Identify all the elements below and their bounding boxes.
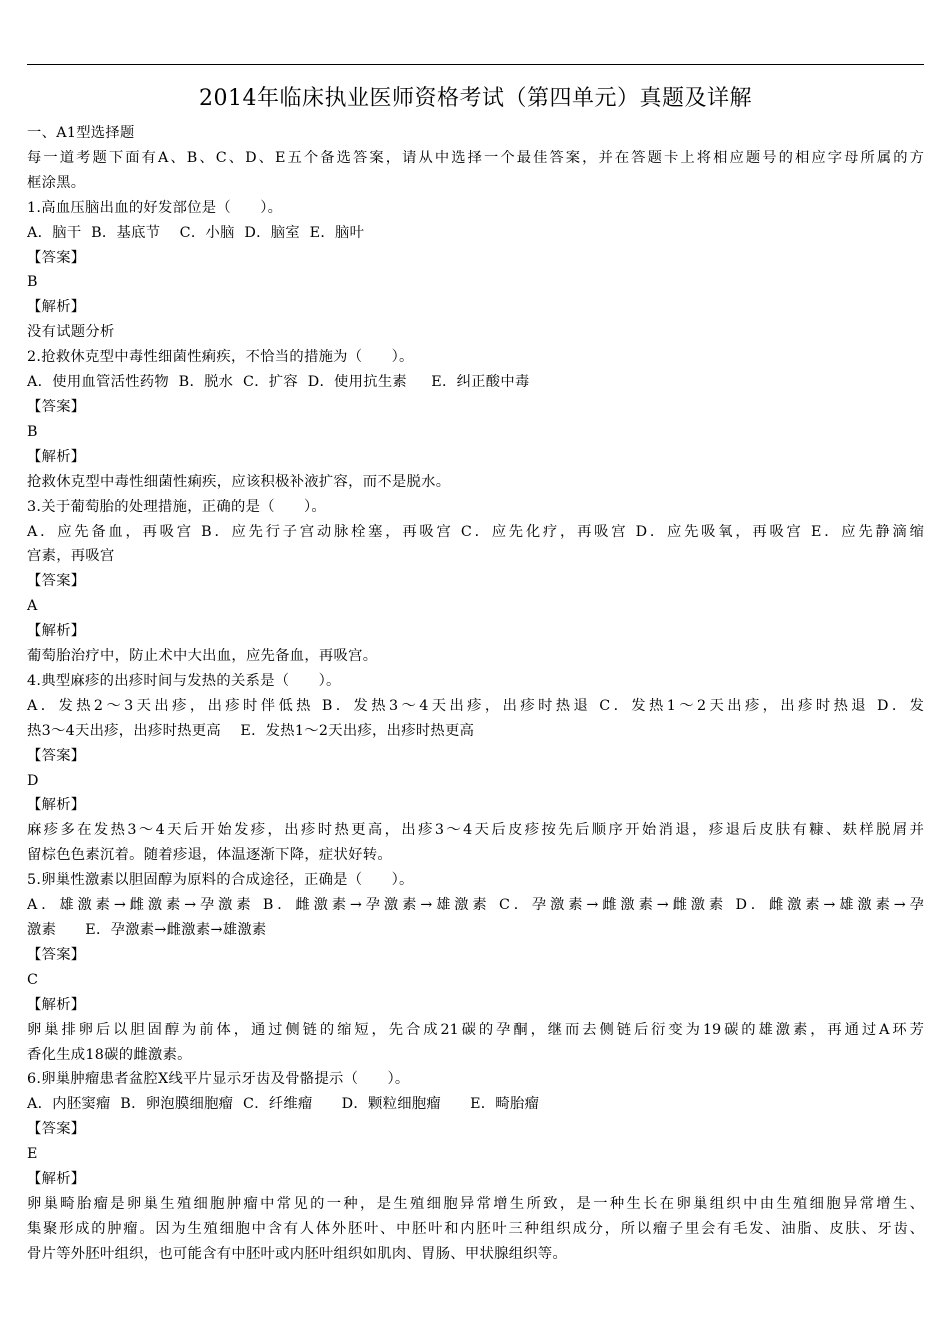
- question-block: [27, 669, 924, 868]
- analysis-label: 【解析】: [27, 448, 86, 465]
- instruction-line: 框涂黑。: [27, 174, 86, 191]
- document-content: [27, 121, 924, 1267]
- question-options: A．内胚窦瘤 B．卵泡膜细胞瘤 C．纤维瘤 D．颗粒细胞瘤 E．畸胎瘤: [27, 1096, 540, 1113]
- question-options: 宫素，再吸宫: [27, 548, 115, 565]
- analysis-text: 麻疹多在发热3～4天后开始发疹，出疹时热更高，出疹3～4天后皮疹按先后顺序开始消退，疹退后皮肤有糠、麸样脱屑并: [27, 822, 924, 839]
- analysis-text: 留棕色色素沉着。随着疹退，体温逐渐下降，症状好转。: [27, 847, 392, 864]
- analysis-text: 集聚形成的肿瘤。因为生殖细胞中含有人体外胚叶、中胚叶和内胚叶三种组织成分，所以瘤子里会有毛发、油脂、皮肤、牙齿、: [27, 1220, 924, 1237]
- question-block: [27, 345, 924, 494]
- analysis-label: 【解析】: [27, 797, 86, 814]
- question-block: [27, 196, 924, 345]
- header-rule: [27, 64, 924, 65]
- answer-label: 【答案】: [27, 573, 86, 590]
- answer-label: 【答案】: [27, 249, 86, 266]
- analysis-text: 骨片等外胚叶组织，也可能含有中胚叶或内胚叶组织如肌肉、胃肠、甲状腺组织等。: [27, 1245, 568, 1262]
- answer-label: 【答案】: [27, 747, 86, 764]
- question-options: A．脑干 B．基底节 C．小脑 D．脑室 E．脑叶: [27, 224, 365, 241]
- instruction-line: 每一道考题下面有A、B、C、D、E五个备选答案，请从中选择一个最佳答案，并在答题卡上将相应题号的相应字母所属的方: [27, 149, 924, 166]
- analysis-text: 没有试题分析: [27, 324, 115, 341]
- question-stem: 5.卵巢性激素以胆固醇为原料的合成途径，正确是（ ）。: [27, 872, 414, 889]
- question-block: [27, 495, 924, 669]
- analysis-label: 【解析】: [27, 623, 86, 640]
- question-stem: 1.高血压脑出血的好发部位是（ ）。: [27, 199, 283, 216]
- analysis-label: 【解析】: [27, 1171, 86, 1188]
- answer-label: 【答案】: [27, 946, 86, 963]
- question-stem: 2.抢救休克型中毒性细菌性痢疾，不恰当的措施为（ ）。: [27, 349, 414, 366]
- question-block: [27, 868, 924, 1067]
- answer-value: C: [27, 971, 39, 988]
- question-options: A．使用血管活性药物 B．脱水 C．扩容 D．使用抗生素 E．纠正酸中毒: [27, 374, 530, 391]
- section-header: 一、A1型选择题: [27, 125, 135, 141]
- question-stem: 4.典型麻疹的出疹时间与发热的关系是（ ）。: [27, 672, 341, 689]
- answer-value: B: [27, 274, 38, 291]
- question-options: 热3～4天出疹，出疹时热更高 E．发热1～2天出疹，出疹时热更高: [27, 722, 475, 739]
- answer-value: D: [27, 772, 39, 789]
- question-options: A．雄激素→雌激素→孕激素 B．雌激素→孕激素→雄激素 C．孕激素→雌激素→雌激素 D．雌激素→雄激素→孕: [27, 897, 924, 914]
- document-page: [27, 82, 924, 1267]
- analysis-text: 葡萄胎治疗中，防止术中大出血，应先备血，再吸宫。: [27, 648, 378, 665]
- page-title: 2014年临床执业医师资格考试（第四单元）真题及详解: [199, 86, 752, 111]
- analysis-text: 香化生成18碳的雌激素。: [27, 1046, 192, 1063]
- analysis-label: 【解析】: [27, 299, 86, 316]
- question-stem: 6.卵巢肿瘤患者盆腔X线平片显示牙齿及骨骼提示（ ）。: [27, 1071, 410, 1088]
- answer-value: E: [27, 1146, 38, 1163]
- answer-value: A: [27, 598, 38, 615]
- analysis-text: 抢救休克型中毒性细菌性痢疾，应该积极补液扩容，而不是脱水。: [27, 473, 451, 490]
- analysis-text: 卵巢排卵后以胆固醇为前体，通过侧链的缩短，先合成21碳的孕酮，继而去侧链后衍变为19碳的雄激素，再通过A环芳: [27, 1021, 924, 1038]
- analysis-text: 卵巢畸胎瘤是卵巢生殖细胞肿瘤中常见的一种，是生殖细胞异常增生所致，是一种生长在卵巢组织中由生殖细胞异常增生、: [27, 1195, 924, 1212]
- answer-label: 【答案】: [27, 1121, 86, 1138]
- question-block: [27, 1067, 924, 1266]
- question-options: A．应先备血，再吸宫 B．应先行子宫动脉栓塞，再吸宫 C．应先化疗，再吸宫 D．应先吸氧，再吸宫 E．应先静滴缩: [27, 523, 924, 540]
- answer-label: 【答案】: [27, 398, 86, 415]
- question-options: 激素 E．孕激素→雌激素→雄激素: [27, 922, 267, 938]
- question-options: A．发热2～3天出疹，出疹时伴低热 B．发热3～4天出疹，出疹时热退 C．发热1～2天出疹，出疹时热退 D．发: [27, 697, 924, 714]
- answer-value: B: [27, 423, 38, 440]
- question-stem: 3.关于葡萄胎的处理措施，正确的是（ ）。: [27, 498, 327, 515]
- analysis-label: 【解析】: [27, 996, 86, 1013]
